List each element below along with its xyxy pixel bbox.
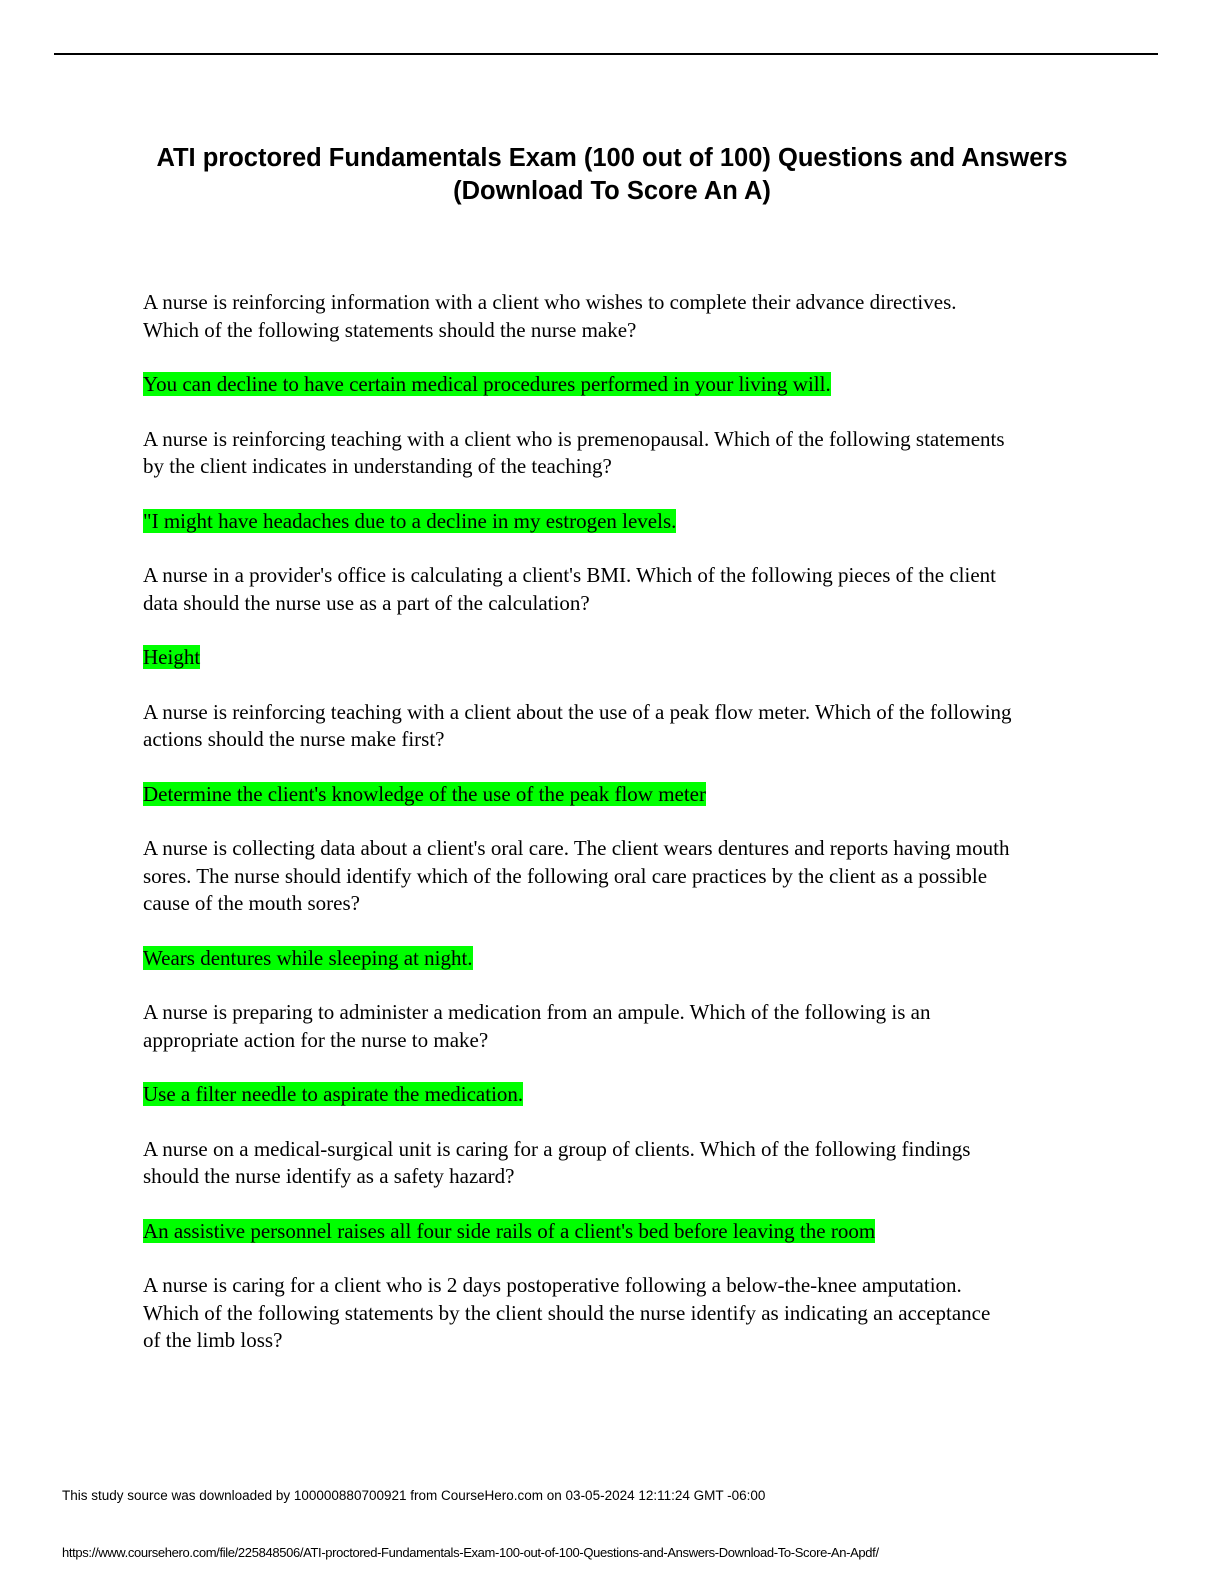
header-rule bbox=[54, 53, 1158, 55]
document-title: ATI proctored Fundamentals Exam (100 out of 100) Questions and Answers (Download To Score An A) bbox=[156, 144, 1068, 205]
answer-7-highlight: An assistive personnel raises all four side rails of a client's bed before leaving the room bbox=[143, 1218, 876, 1243]
download-source-note: This study source was downloaded by 100000880700921 from CourseHero.com on 03-05-2024 12:11:24 GMT -06:00 bbox=[62, 1488, 766, 1503]
answer-1-highlight: You can decline to have certain medical procedures performed in your living will. bbox=[143, 372, 831, 396]
question-2: A nurse is reinforcing teaching with a client who is premenopausal. Which of the following statements by the client indicates in understanding of the teaching? bbox=[143, 426, 1005, 478]
answer-4 bbox=[143, 781, 1013, 809]
answer-2-highlight: "I might have headaches due to a decline in my estrogen levels. bbox=[143, 508, 677, 533]
answer-4-highlight: Determine the client's knowledge of the use of the peak flow meter bbox=[143, 781, 707, 806]
source-url-link[interactable]: https://www.coursehero.com/file/225848506/ATI-proctored-Fundamentals-Exam-100-out-of-100-Questions-and-Answers-Download-To-Score-An-Apdf/ bbox=[62, 1545, 879, 1560]
answer-6-highlight: Use a filter needle to aspirate the medication. bbox=[143, 1082, 524, 1106]
qa-list bbox=[143, 289, 1013, 1382]
answer-7 bbox=[143, 1218, 918, 1246]
answer-1 bbox=[143, 371, 1013, 399]
question-7: A nurse on a medical-surgical unit is caring for a group of clients. Which of the following findings should the nurse identify as a safety hazard? bbox=[143, 1136, 971, 1188]
question-1: A nurse is reinforcing information with a client who wishes to complete their advance directives. Which of the following statements should the nurse make? bbox=[143, 290, 957, 342]
question-8: A nurse is caring for a client who is 2 days postoperative following a below-the-knee amputation. Which of the following statements by the client should the nurse identify as indicating an acceptance of the limb loss? bbox=[143, 1273, 991, 1352]
question-4: A nurse is reinforcing teaching with a client about the use of a peak flow meter. Which of the following actions should the nurse make first? bbox=[143, 699, 1012, 751]
answer-3-highlight: Height bbox=[143, 645, 201, 669]
question-5: A nurse is collecting data about a client's oral care. The client wears dentures and reports having mouth sores. The nurse should identify which of the following oral care practices by the client as a possible cause of the mouth sores? bbox=[143, 836, 1010, 915]
answer-5 bbox=[143, 945, 1013, 973]
answer-3 bbox=[143, 644, 1013, 672]
answer-2 bbox=[143, 508, 1013, 536]
question-3: A nurse in a provider's office is calculating a client's BMI. Which of the following pieces of the client data should the nurse use as a part of the calculation? bbox=[143, 563, 996, 615]
question-6: A nurse is preparing to administer a medication from an ampule. Which of the following is an appropriate action for the nurse to make? bbox=[143, 1000, 931, 1052]
answer-5-highlight: Wears dentures while sleeping at night. bbox=[143, 945, 473, 970]
answer-6 bbox=[143, 1081, 1013, 1109]
